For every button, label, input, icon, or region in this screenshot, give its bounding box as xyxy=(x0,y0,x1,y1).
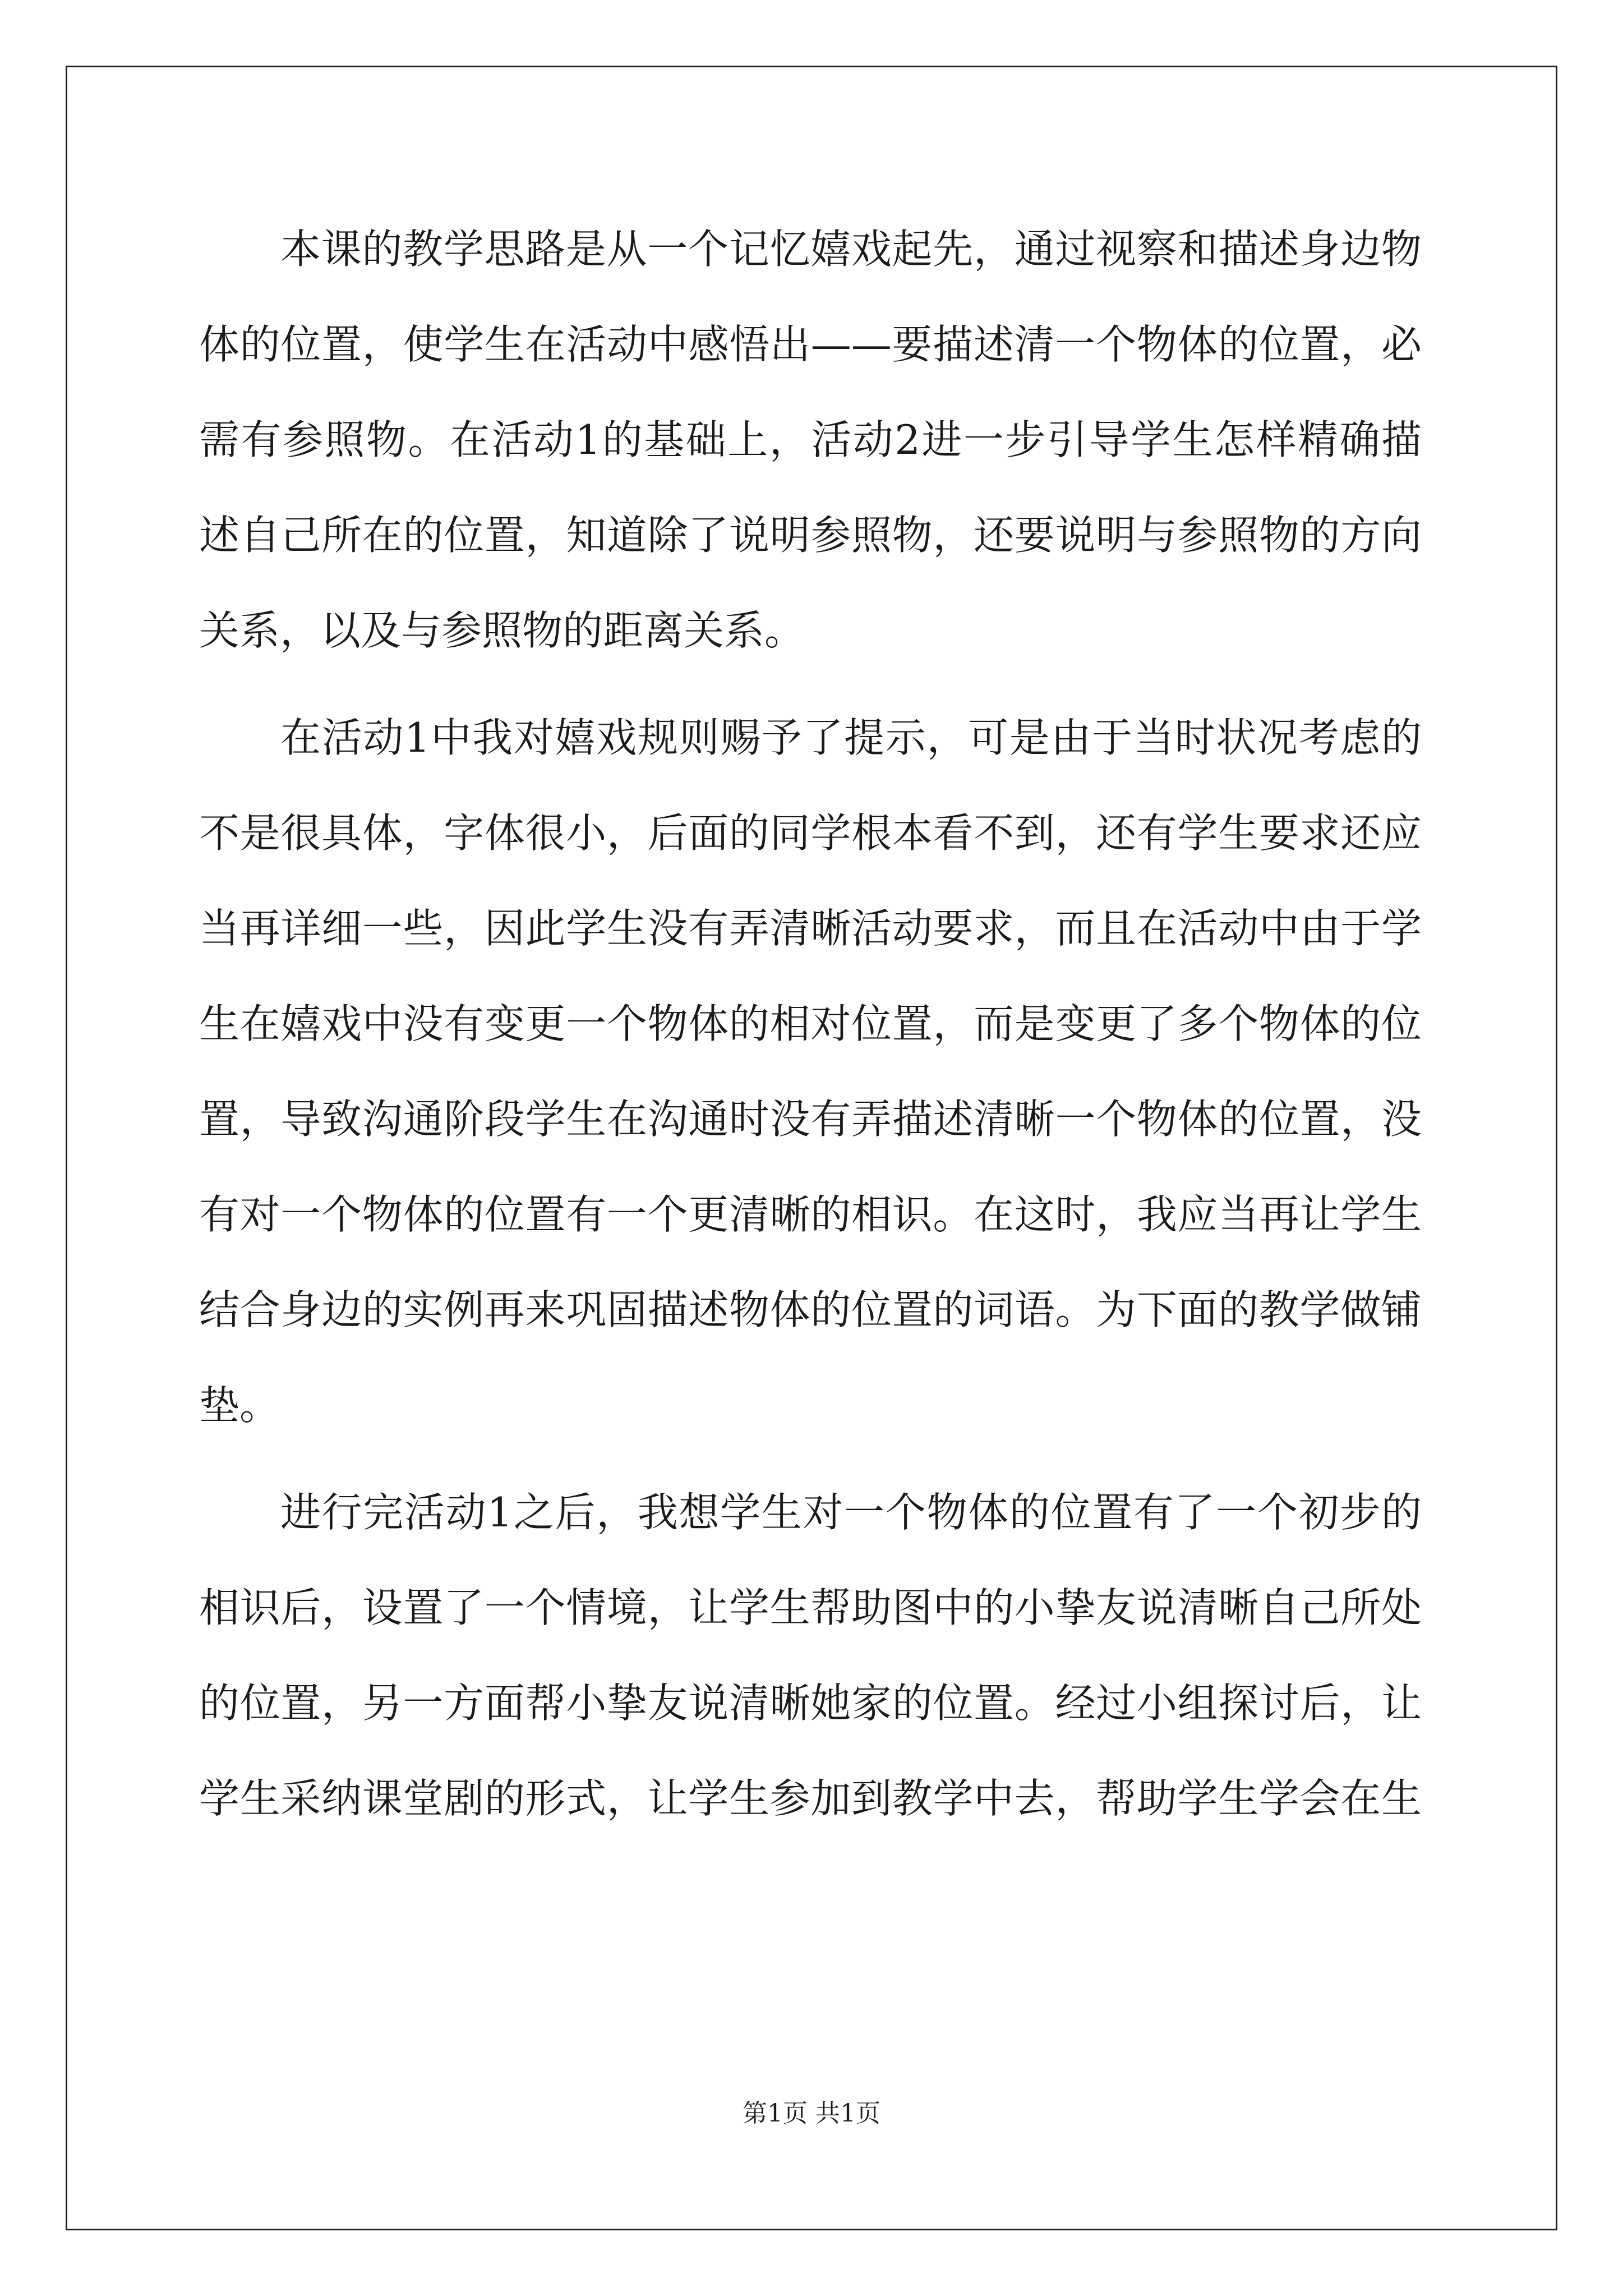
paragraph-2-line-6: 有对一个物体的位置有一个更清晰的相识。在这时，我应当再让学生 xyxy=(199,1191,1422,1238)
paragraph-2-line-2: 不是很具体，字体很小，后面的同学根本看不到，还有学生要求还应 xyxy=(199,809,1422,857)
paragraph-3-line-3: 的位置，另一方面帮小挚友说清晰她家的位置。经过小组探讨后，让 xyxy=(199,1680,1422,1727)
paragraph-3-line-2: 相识后，设置了一个情境，让学生帮助图中的小挚友说清晰自己所处 xyxy=(199,1584,1422,1631)
paragraph-2-line-4: 生在嬉戏中没有变更一个物体的相对位置，而是变更了多个物体的位 xyxy=(199,1000,1422,1047)
paragraph-3-line-4: 学生采纳课堂剧的形式，让学生参加到教学中去，帮助学生学会在生 xyxy=(199,1775,1422,1822)
paragraph-3-line-1: 进行完活动1之后，我想学生对一个物体的位置有了一个初步的 xyxy=(280,1489,1422,1536)
page-border xyxy=(66,66,1557,2230)
paragraph-1-line-3: 需有参照物。在活动1的基础上，活动2进一步引导学生怎样精确描 xyxy=(199,416,1422,463)
paragraph-1-line-2: 体的位置，使学生在活动中感悟出——要描述清一个物体的位置，必 xyxy=(199,321,1422,368)
paragraph-2-line-7: 结合身边的实例再来巩固描述物体的位置的词语。为下面的教学做铺 xyxy=(199,1286,1422,1333)
paragraph-1-line-5: 关系，以及与参照物的距离关系。 xyxy=(199,607,805,654)
paragraph-2-line-8: 垫。 xyxy=(199,1382,280,1429)
paragraph-1-line-4: 述自己所在的位置，知道除了说明参照物，还要说明与参照物的方向 xyxy=(199,512,1422,559)
paragraph-1-line-1: 本课的教学思路是从一个记忆嬉戏起先，通过视察和描述身边物 xyxy=(280,226,1422,273)
paragraph-2-line-3: 当再详细一些，因此学生没有弄清晰活动要求，而且在活动中由于学 xyxy=(199,905,1422,952)
page-footer: 第1页 共1页 xyxy=(743,2099,880,2128)
paragraph-2-line-5: 置，导致沟通阶段学生在沟通时没有弄描述清晰一个物体的位置，没 xyxy=(199,1096,1422,1143)
paragraph-2-line-1: 在活动1中我对嬉戏规则赐予了提示，可是由于当时状况考虑的 xyxy=(280,714,1422,761)
